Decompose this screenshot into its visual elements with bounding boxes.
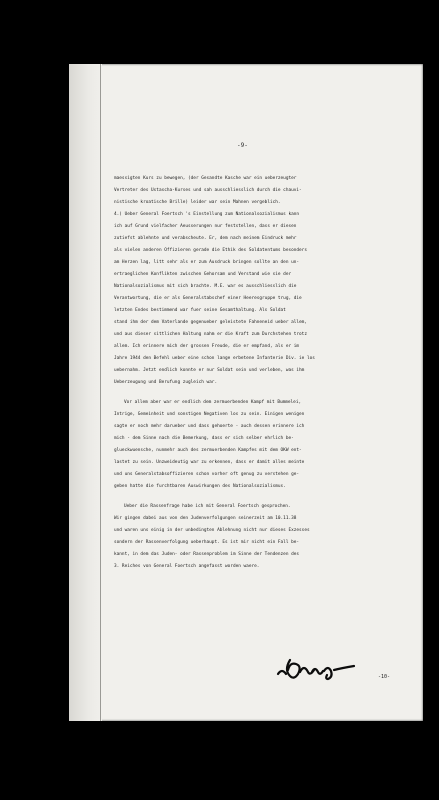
text-line: Nationalsozialismus mit sich brachte. M.E. war es ausschliesslich die — [114, 284, 297, 289]
page-margin-strip — [69, 64, 102, 721]
text-line: Verantwortung, die er als Generalstabschef einer Heeresgruppe trug, die — [114, 296, 302, 301]
text-line: stand ihm der dem Vaterlande gegenueber geleistete Fahneneid ueber allem, — [114, 320, 307, 325]
text-line: letzten Endes bestimmend war fuer seine Gesamthaltung. Als Soldat — [114, 308, 286, 313]
text-line: am Herzen lag, litt sehr als er zum Ausdruck bringen sollte an den un- — [114, 260, 300, 265]
text-line: maessigten Kurs zu bewegen, (der Gesandte Kasche war ein ueberzeugter — [114, 176, 297, 181]
text-line: mich - dem Sinne nach die Bemerkung, dass er sich selber ehrlich be- — [114, 436, 294, 441]
text-line: lastet zu sein. Unzweideutig war zu erkennen, dass er damit alles meinte — [114, 460, 305, 465]
text-line: Ueberzeugung und Berufung zugleich war. — [114, 380, 218, 385]
text-line — [114, 493, 414, 501]
text-line: Vertreter des Ustascha-Kurses und sah ausschliesslich durch die chauvi- — [114, 188, 302, 193]
next-page-number: -10- — [378, 674, 391, 680]
text-line: sagte er noch mehr darueber und dass gehoerte - auch dessen erinnere ich — [114, 424, 305, 429]
text-line: Vor allem aber war er endlich dem zermuerbenden Kampf mit Bummelei, — [124, 400, 302, 405]
text-line: sondern der Rassenverfolgung ueberhaupt. Es ist mir nicht ein Fall be- — [114, 540, 300, 545]
document-body — [114, 173, 414, 573]
text-line: Intrige, Gemeinheit und sonstigen Negativen los zu sein. Einigen wenigen — [114, 412, 305, 417]
text-line: geben hatte die furchtbaren Auswirkungen des Nationalsozialismus. — [114, 484, 286, 489]
text-line: kannt, in dem das Juden- oder Rassenproblem im Sinne der Tendenzen des — [114, 552, 300, 557]
signature-image — [272, 654, 362, 684]
text-line: glueckwuensche, nunmehr auch des zermuerbenden Kampfes mit dem OKW ent- — [114, 448, 302, 453]
text-line: allem. Ich erinnere mich der grossen Freude, die er empfand, als er im — [114, 344, 300, 349]
text-line: Ueber die Rassenfrage habe ich mit General Foertsch gesprochen. — [124, 504, 291, 509]
text-line — [114, 389, 414, 397]
text-line: zutiefst ablehnte und verabscheute. Er, dem nach meinem Eindruck mehr — [114, 236, 297, 241]
text-line: 3. Reiches von General Foertsch angefasst worden waere. — [114, 564, 260, 569]
document-page — [69, 64, 423, 721]
text-line: Jahre 1944 den Befehl ueber eine schon lange erbetene Infanterie Div. ie los — [114, 356, 315, 361]
text-line: Wir gingen dabei aus von den Judenverfolgungen seinerzeit am 10.11.38 — [114, 516, 297, 521]
text-line: 4.) Ueber General Foertsch 's Einstellung zum Nationalsozialismus kann — [114, 212, 300, 217]
page-fold-line — [100, 64, 101, 721]
text-line: und aus dieser sittlichen Haltung nahm er die Kraft zum Durchstehen trotz — [114, 332, 307, 337]
text-line: ertraeglichen Konflikten zwischen Gehorsam und Verstand wie sie der — [114, 272, 292, 277]
page-number: -9- — [237, 142, 248, 149]
text-line: nistische kroatische Brille) leider war sein Mahnen vergeblich. — [114, 200, 281, 205]
text-line: und uns Generalstabsoffizieren schon vorher oft genug zu verstehen ge- — [114, 472, 300, 477]
text-line: und waren uns einig in der unbedingten Ablehnung nicht nur dieses Exzesses — [114, 528, 310, 533]
text-line: ich auf Grund vielfacher Aeusserungen nur feststellen, dass er diesen — [114, 224, 297, 229]
scan-background — [0, 730, 439, 800]
text-line: uebernahm. Jetzt endlich konnte er nur Soldat sein und verleben, was ihm — [114, 368, 305, 373]
text-line: als vielen anderen Offizieren gerade die Ethik des Soldatentums besonders — [114, 248, 307, 253]
